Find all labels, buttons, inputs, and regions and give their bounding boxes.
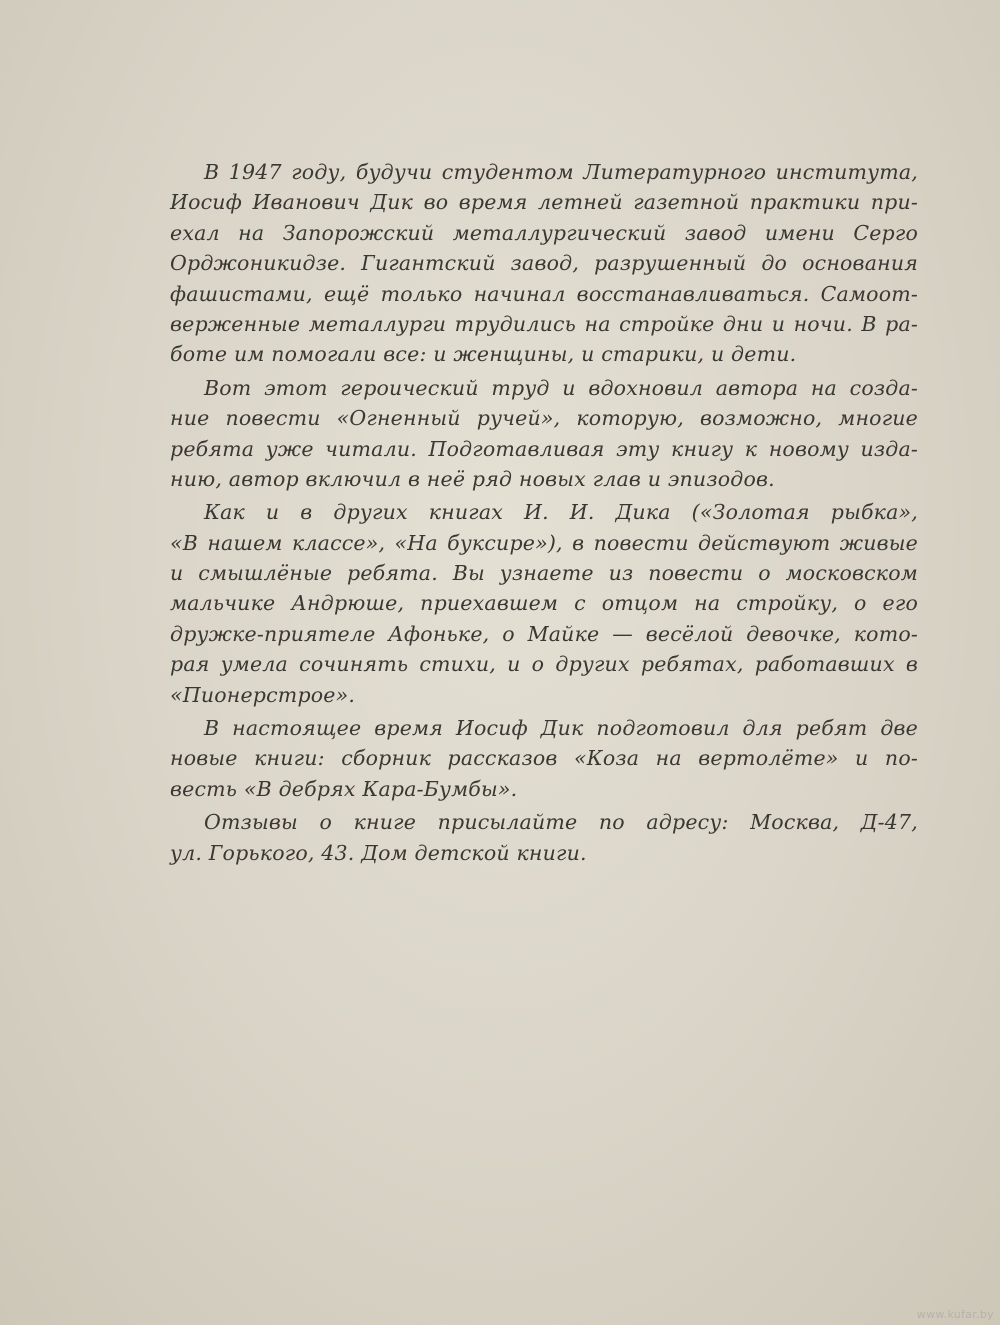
text-line: ребята уже читали. Подготавливая эту книгу к новому изда- [170, 436, 918, 461]
text-line: ехал на Запорожский металлургический завод имени Серго [170, 220, 918, 245]
text-line: фашистами, ещё только начинал восстанавливаться. Самоот- [170, 281, 918, 306]
text-line: ние повести «Огненный ручей», которую, возможно, многие [170, 406, 918, 431]
text-line: Отзывы о книге присылайте по адресу: Москва, Д-47, [204, 810, 918, 835]
text-line: В настоящее время Иосиф Дик подготовил для ребят две [204, 716, 918, 741]
text-line: Как и в других книгах И. И. Дика («Золотая рыбка», [204, 500, 918, 525]
text-line: ул. Горького, 43. Дом детской книги. [170, 840, 587, 865]
text-line: новые книги: сборник рассказов «Коза на вертолёте» и по- [170, 746, 918, 771]
text-line: и смышлёные ребята. Вы узнаете из повести о московском [170, 561, 918, 586]
paragraph [170, 157, 918, 370]
paragraph [170, 713, 918, 804]
text-line: нию, автор включил в неё ряд новых глав и эпизодов. [170, 466, 775, 491]
text-line: Иосиф Иванович Дик во время летней газетной практики при- [170, 190, 918, 215]
text-line: «Пионерстрое». [170, 682, 356, 707]
text-line: В 1947 году, будучи студентом Литературного института, [204, 160, 918, 184]
text-line: рая умела сочинять стихи, и о других ребятах, работавших в [170, 652, 918, 677]
paragraph [170, 497, 918, 710]
text-block [170, 157, 918, 868]
text-line: верженные металлурги трудились на стройке дни и ночи. В ра- [170, 311, 918, 336]
paragraph [170, 807, 918, 868]
text-line: дружке-приятеле Афоньке, о Майке — весёлой девочке, кото- [170, 621, 918, 646]
paragraph [170, 373, 918, 495]
watermark: www.kufar.by [916, 1308, 994, 1321]
text-line: Вот этот героический труд и вдохновил автора на созда- [204, 375, 918, 400]
text-line: боте им помогали все: и женщины, и старики, и дети. [170, 342, 797, 367]
text-line: Орджоникидзе. Гигантский завод, разрушенный до основания [170, 251, 918, 276]
text-line: мальчике Андрюше, приехавшем с отцом на стройку, о его [170, 591, 918, 616]
text-line: весть «В дебрях Кара-Бумбы». [170, 776, 518, 801]
text-line: «В нашем классе», «На буксире»), в повести действуют живые [170, 530, 918, 555]
